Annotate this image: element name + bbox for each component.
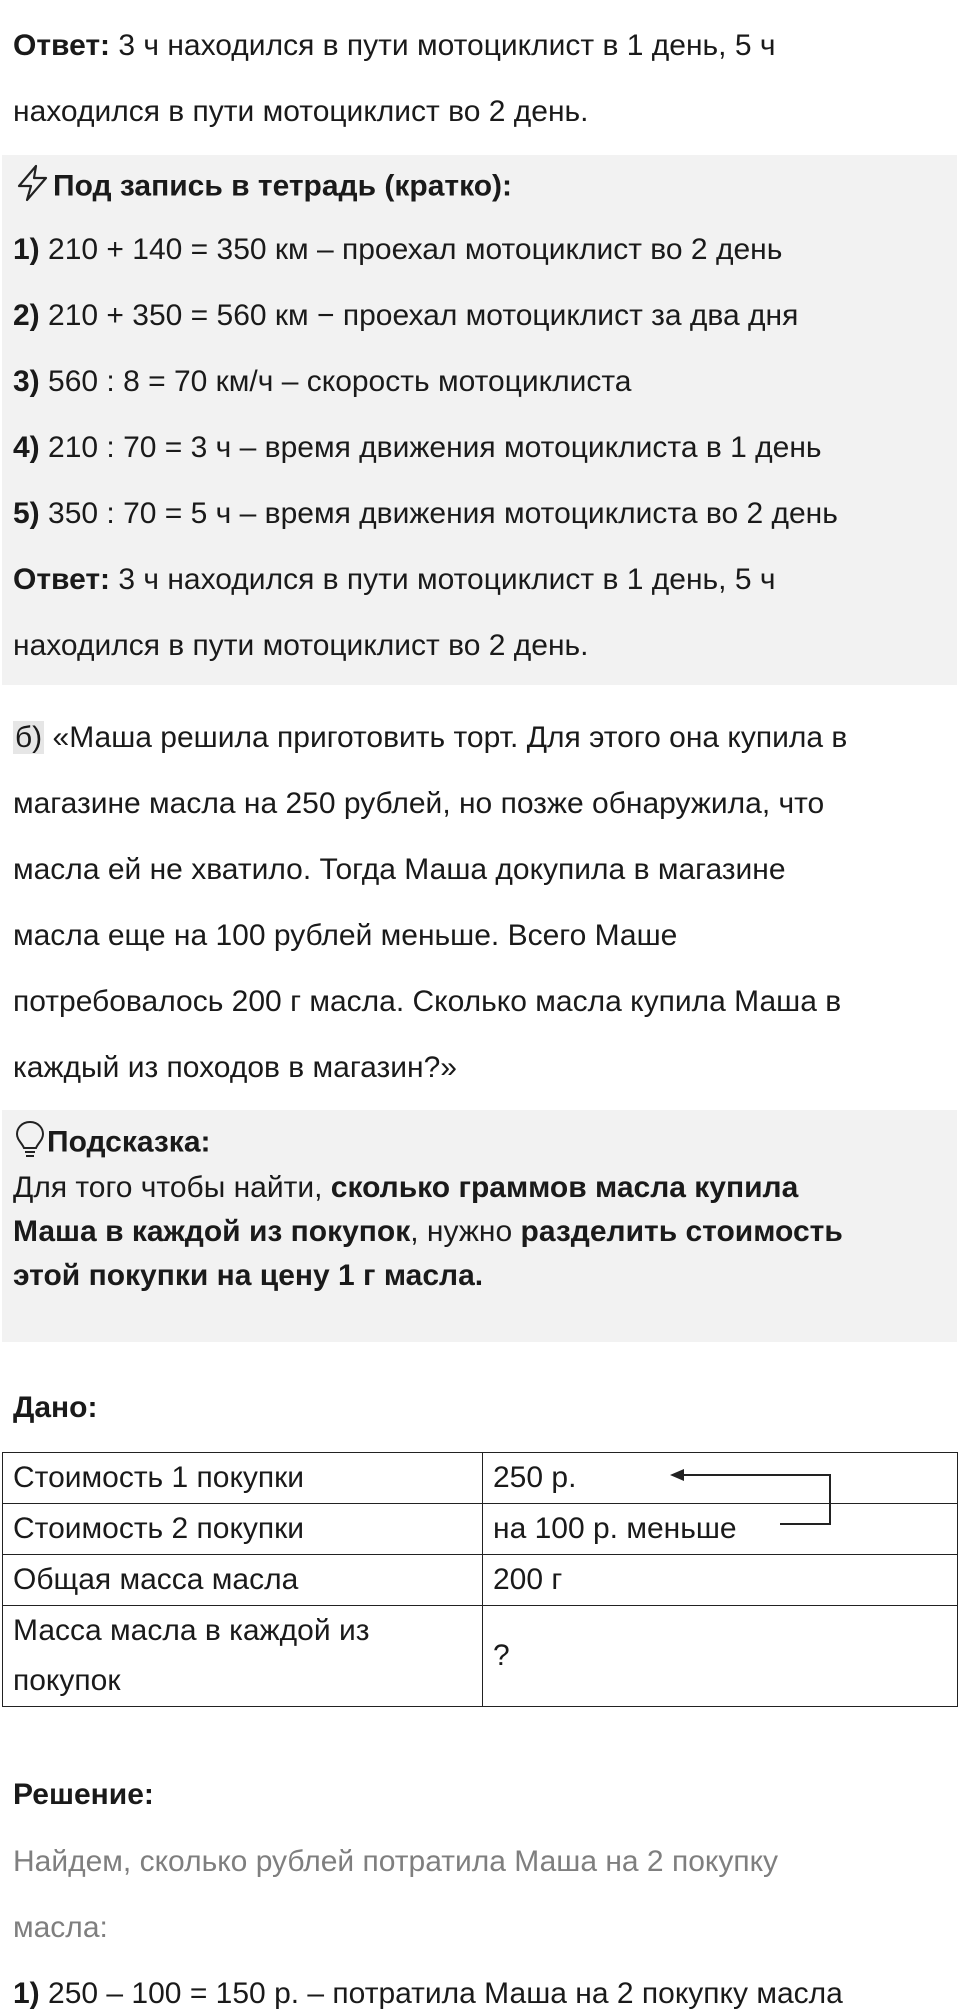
notebook-answer-line-2: находился в пути мотоциклист во 2 день.	[13, 629, 589, 662]
problem-line-3: масла ей не хватило. Тогда Маша докупила в магазине	[13, 853, 786, 886]
notebook-title: Под запись в тетрадь (кратко):	[13, 163, 512, 212]
table-row	[3, 1555, 958, 1606]
table-cell: ?	[483, 1606, 958, 1707]
table-cell: 200 г	[483, 1555, 958, 1606]
solution-intro-line-2: масла:	[13, 1911, 108, 1944]
table-row	[3, 1504, 958, 1555]
problem-line-1: б) «Маша решила приготовить торт. Для этого она купила в	[15, 721, 848, 754]
table-cell: Стоимость 2 покупки	[3, 1504, 483, 1555]
given-title: Дано:	[13, 1391, 98, 1424]
notebook-step-3: 3) 560 : 8 = 70 км/ч – скорость мотоциклиста	[13, 365, 632, 398]
hint-line-2: Маша в каждой из покупок, нужно разделить стоимость	[13, 1215, 843, 1248]
table-cell: Масса масла в каждой из покупок	[3, 1606, 483, 1707]
notebook-step-2: 2) 210 + 350 = 560 км − проехал мотоциклист за два дня	[13, 299, 799, 332]
table-row	[3, 1606, 958, 1707]
notebook-step-1: 1) 210 + 140 = 350 км – проехал мотоциклист во 2 день	[13, 233, 783, 266]
table-cell: Общая масса масла	[3, 1555, 483, 1606]
answer-label: Ответ:	[13, 29, 111, 62]
table-row	[3, 1453, 958, 1504]
problem-marker: б)	[15, 721, 43, 754]
problem-line-5: потребовалось 200 г масла. Сколько масла купила Маша в	[13, 985, 842, 1018]
solution-title: Решение:	[13, 1778, 154, 1811]
lightning-icon	[13, 163, 53, 212]
notebook-step-4: 4) 210 : 70 = 3 ч – время движения мотоциклиста в 1 день	[13, 431, 822, 464]
table-cell: Стоимость 1 покупки	[3, 1453, 483, 1504]
table-cell: 250 р.	[483, 1453, 958, 1504]
problem-line-6: каждый из походов в магазин?»	[13, 1051, 457, 1084]
notebook-answer-line-1: Ответ: 3 ч находился в пути мотоциклист в 1 день, 5 ч	[13, 563, 776, 596]
given-table	[2, 1452, 958, 1707]
notebook-step-5: 5) 350 : 70 = 5 ч – время движения мотоциклиста во 2 день	[13, 497, 838, 530]
lightbulb-icon	[13, 1119, 47, 1168]
hint-line-1: Для того чтобы найти, сколько граммов масла купила	[13, 1171, 799, 1204]
problem-line-4: масла еще на 100 рублей меньше. Всего Маше	[13, 919, 678, 952]
hint-line-3: этой покупки на цену 1 г масла.	[13, 1259, 484, 1292]
answer-line-2: находился в пути мотоциклист во 2 день.	[13, 95, 589, 128]
hint-title: Подсказка:	[13, 1119, 211, 1168]
table-cell: на 100 р. меньше	[483, 1504, 958, 1555]
answer-line-1: Ответ: 3 ч находился в пути мотоциклист в 1 день, 5 ч	[13, 29, 776, 62]
problem-line-2: магазине масла на 250 рублей, но позже обнаружила, что	[13, 787, 825, 820]
solution-intro-line-1: Найдем, сколько рублей потратила Маша на 2 покупку	[13, 1845, 779, 1878]
solution-step-1: 1) 250 – 100 = 150 р. – потратила Маша на 2 покупку масла	[13, 1977, 843, 2010]
